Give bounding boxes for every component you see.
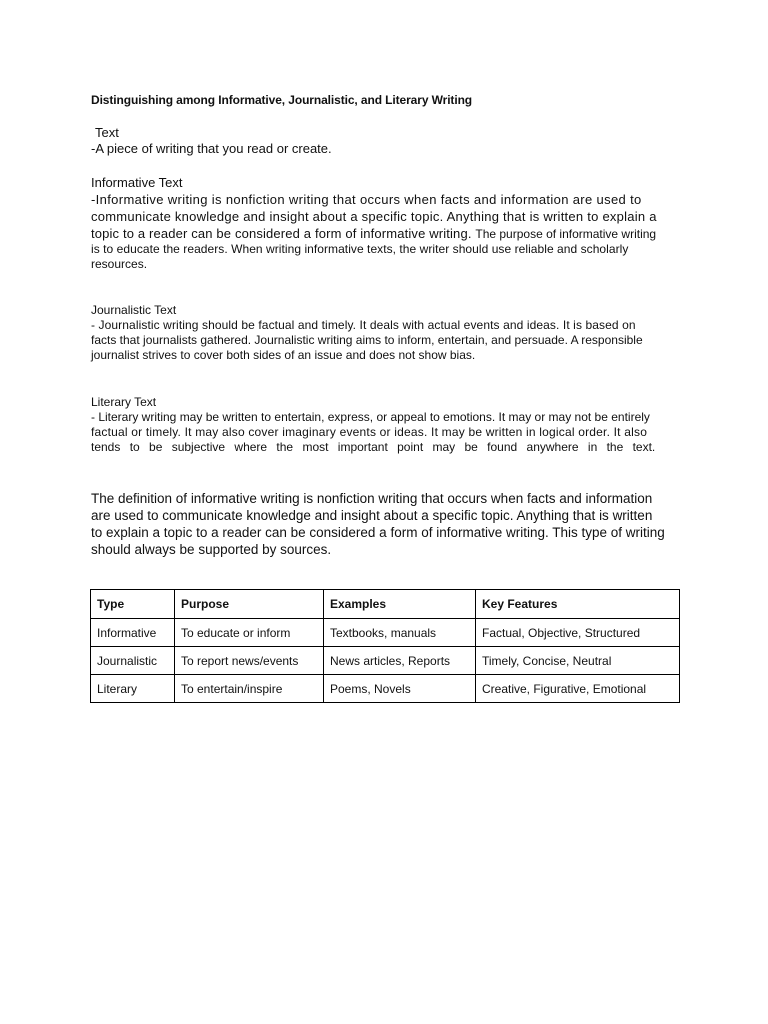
- informative-heading: Informative Text: [91, 175, 183, 190]
- table-header-cell: Key Features: [476, 590, 680, 619]
- text-section: [91, 125, 678, 157]
- literary-body: [91, 410, 678, 455]
- table-cell: News articles, Reports: [324, 647, 476, 675]
- table-cell: Poems, Novels: [324, 675, 476, 703]
- table-row: [91, 675, 680, 703]
- table-header-cell: Type: [91, 590, 175, 619]
- table-header-row: [91, 590, 680, 619]
- table-cell: To entertain/inspire: [175, 675, 324, 703]
- literary-section: [91, 395, 678, 455]
- table-cell: To report news/events: [175, 647, 324, 675]
- journalistic-section: [91, 303, 678, 363]
- informative-body-continued: [91, 242, 678, 272]
- table-cell: Creative, Figurative, Emotional: [476, 675, 680, 703]
- definition-line: are used to communicate knowledge and insight about a specific topic. Anything that is written: [91, 508, 653, 523]
- table-cell: Textbooks, manuals: [324, 619, 476, 647]
- literary-heading: Literary Text: [91, 395, 157, 409]
- table-header-cell: Purpose: [175, 590, 324, 619]
- document-title: Distinguishing among Informative, Journalistic, and Literary Writing: [91, 93, 473, 107]
- journalistic-line: journalist strives to cover both sides of an issue and does not show bias.: [91, 348, 476, 362]
- table-row: [91, 619, 680, 647]
- informative-line: resources.: [91, 257, 148, 271]
- definition-line: should always be supported by sources.: [91, 542, 332, 557]
- text-heading: Text: [95, 125, 119, 140]
- literary-line: tends to be subjective where the most important point may be found anywhere in the text.: [91, 440, 656, 454]
- journalistic-line: - Journalistic writing should be factual and timely. It deals with actual events and ideas. It is based on: [91, 318, 636, 332]
- table-cell: Literary: [91, 675, 175, 703]
- table-cell: Journalistic: [91, 647, 175, 675]
- table-header-cell: Examples: [324, 590, 476, 619]
- informative-body: [91, 191, 678, 242]
- literary-line: factual or timely. It may also cover imaginary events or ideas. It may be written in logical order. It also: [91, 425, 648, 439]
- journalistic-line: facts that journalists gathered. Journalistic writing aims to inform, entertain, and persuade. A responsible: [91, 333, 643, 347]
- writing-types-table: [90, 589, 680, 703]
- definition-paragraph: [91, 490, 678, 558]
- table-cell: Factual, Objective, Structured: [476, 619, 680, 647]
- table-cell: Timely, Concise, Neutral: [476, 647, 680, 675]
- informative-line: [91, 225, 678, 242]
- informative-section: [91, 175, 678, 272]
- informative-line: is to educate the readers. When writing informative texts, the writer should use reliable and scholarly: [91, 242, 629, 256]
- table-row: [91, 647, 680, 675]
- literary-line: - Literary writing may be written to entertain, express, or appeal to emotions. It may or may not be entirely: [91, 410, 650, 424]
- definition-line: The definition of informative writing is nonfiction writing that occurs when facts and information: [91, 491, 653, 506]
- table-cell: Informative: [91, 619, 175, 647]
- table-cell: To educate or inform: [175, 619, 324, 647]
- journalistic-body: [91, 318, 678, 363]
- informative-line-part: The purpose of informative writing: [475, 227, 657, 241]
- journalistic-heading: Journalistic Text: [91, 303, 177, 317]
- informative-line-part: topic to a reader can be considered a form of informative writing.: [91, 226, 472, 241]
- text-definition: -A piece of writing that you read or create.: [91, 141, 332, 156]
- informative-line: communicate knowledge and insight about a specific topic. Anything that is written to explain a: [91, 209, 657, 224]
- definition-line: to explain a topic to a reader can be considered a form of informative writing. This type of writing: [91, 525, 665, 540]
- informative-line: -Informative writing is nonfiction writing that occurs when facts and information are used to: [91, 192, 642, 207]
